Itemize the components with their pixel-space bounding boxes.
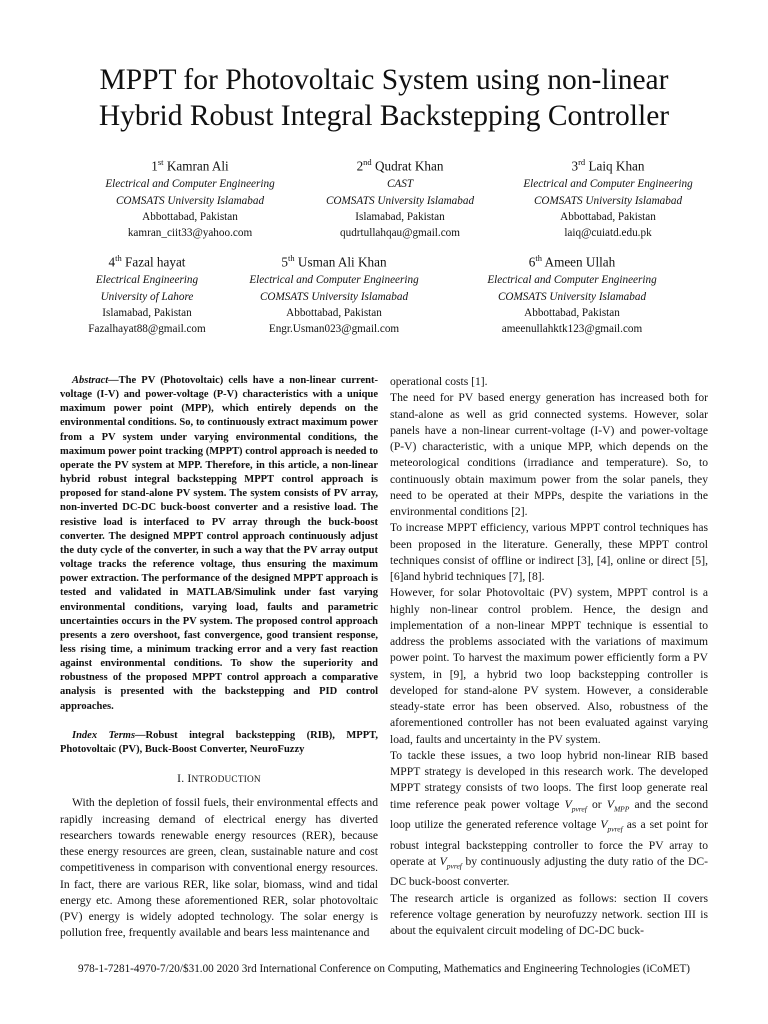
symbol-v-pvref: $V_{pvref}$: [600, 818, 623, 834]
author-name: 4th Fazal hayat: [108, 253, 186, 270]
author-department: CAST: [386, 178, 414, 191]
author-institution: University of Lahore: [100, 290, 194, 303]
author-institution: COMSATS University Islamabad: [533, 194, 683, 207]
author-email: laiq@cuiatd.edu.pk: [564, 227, 652, 239]
author-location: Abbottabad, Pakistan: [524, 306, 620, 319]
title-line-1: MPPT for Photovoltaic System using non-linear: [99, 64, 669, 96]
title-line-2: Hybrid Robust Integral Backstepping Controller: [98, 100, 670, 132]
author-location: Islamabad, Pakistan: [355, 210, 445, 223]
author-email: Engr.Usman023@gmail.com: [268, 323, 400, 335]
author-institution: COMSATS University Islamabad: [497, 290, 647, 303]
author-block-2: [296, 153, 504, 241]
symbol-v-pvref: $V_{pvref}$: [439, 854, 462, 871]
author-email: Fazalhayat88@gmail.com: [88, 323, 206, 335]
author-name: 1st Kamran Ali: [151, 157, 229, 174]
author-location: Abbottabad, Pakistan: [142, 210, 238, 223]
index-terms-label: Index Terms: [72, 729, 136, 741]
author-block-3: [500, 153, 716, 241]
paragraph: The research article is organized as follows: section II covers reference voltage generation by neurofuzzy network. section III is about the equivalent circuit modeling of DC-DC buck-: [390, 891, 708, 938]
right-column: [390, 374, 708, 939]
author-department: Electrical and Computer Engineering: [249, 274, 419, 287]
index-terms-text: —Robust integral backstepping (RIB), MPPT, Photovoltaic (PV), Buck-Boost Converter, NeuroFuzzy: [60, 729, 378, 755]
section-heading-introduction: I. INTRODUCTION: [177, 772, 261, 786]
author-location: Abbottabad, Pakistan: [286, 306, 382, 319]
paragraph: operational costs [1].: [390, 375, 488, 388]
author-email: ameenullahktk123@gmail.com: [501, 323, 643, 335]
author-department: Electrical and Computer Engineering: [487, 274, 657, 287]
symbol-v-pvref: $V_{pvref}$: [564, 797, 587, 813]
author-department: Electrical Engineering: [95, 274, 199, 287]
footer-conference-info: 978-1-7281-4970-7/20/$31.00 2020 3rd International Conference on Computing, Mathematics and Engineering Technologies (iCoMET): [77, 963, 691, 975]
paragraph: The need for PV based energy generation has increased both for stand-alone as well as grid connected systems. However, solar panels have a non-linear current-voltage (I-V) and power-voltage (P-V) characteristic, with a unique MPP, which depends on the meteorological conditions (irradiance and temperature). So, to continuously obtain maximum power from the solar panels, they need to be operated at their MPPs, despite the variations in the environmental conditions [2].: [390, 391, 708, 518]
author-institution: COMSATS University Islamabad: [115, 194, 265, 207]
author-name: 6th Ameen Ullah: [528, 253, 616, 270]
abstract-text: —The PV (Photovoltaic) cells have a non-linear current-voltage (I-V) and power-voltage (P-V) characteristics with a unique maximum power point (MPP), which entirely depends on the environmental conditions. So, to continuously extract maximum power from a PV system under varying environmental conditions, the maximum power point tracking (MPPT) control approach is needed to operate the PV system at MPP. Therefore, in this article, a non-linear hybrid robust integral backstepping MPPT control approach is proposed for stand-alone PV system. The system consists of PV array, non-inverted DC-DC buck-boost converter and a resistive load. The resistive load is interfaced to PV array through the buck-boost converter. The designed MPPT control approach continuously adjust the duty cycle of the converter, in such a way that the PV array output voltage tracks the reference voltage, thus ensuring the maximum power extraction. The performance of the designed MPPT approach is tested and validated in MATLAB/Simulink under fast varying environmental conditions, varying load, faults and parametric uncertainties occurs in the PV system. The proposed control approach presents a zero overshoot, fast convergence, good transient response, less rising time, a minimum tracking error and a very fast reaction against environmental conditions. To show the superiority and robustness of the proposed MPPT control approach a comparative analysis is presented with the backstepping and PID control approaches.: [60, 375, 378, 712]
index-terms: [60, 729, 378, 757]
author-email: kamran_ciit33@yahoo.com: [127, 227, 253, 239]
author-email: qudrtullahqau@gmail.com: [340, 227, 460, 239]
author-name: 3rd Laiq Khan: [571, 157, 645, 174]
paper-title: [40, 62, 728, 134]
author-location: Abbottabad, Pakistan: [560, 210, 656, 223]
symbol-v-mpp: $V_{MPP}$: [606, 797, 630, 813]
author-department: Electrical and Computer Engineering: [105, 178, 275, 191]
left-column: [60, 374, 378, 942]
author-department: Electrical and Computer Engineering: [523, 178, 693, 191]
abstract-label: Abstract: [72, 375, 109, 386]
author-institution: COMSATS University Islamabad: [325, 194, 475, 207]
author-block-1: [82, 153, 298, 241]
paragraph: However, for solar Photovoltaic (PV) system, MPPT control is a highly non-linear control problem. Hence, the design and implementation of a non-linear MPPT technique is essential to address the problems associated with the variations of maximum power point. To harvest the maximum power efficiently form a PV system, in [9], a hybrid two loop backstepping controller is developed for stand-alone PV system. However, a considerable steady-state error has been observed. Also, robustness of the aforementioned controller has not been evaluated against varying load, faults and uncertainty in the PV system.: [390, 586, 708, 746]
paragraph-rib-strategy: To tackle these issues, a two loop hybrid non-linear RIB based MPPT strategy is developed in this research work. The developed MPPT strategy consists of two loops. The first loop generate real time reference peak power voltage $V_{pvref}$ or $V_{MPP}$ and the second loop utilize the generated reference voltage $V_{pvref}$ as a set point for robust integral backstepping controller to force the PV array to operate at $V_{pvref}$ by continuously adjusting the duty ratio of the DC-DC buck-boost converter.: [390, 748, 708, 889]
paragraph: To increase MPPT efficiency, various MPPT control techniques has been proposed in the literature. Generally, these MPPT control techniques consist of offline or indirect [3], [4], online or direct [5], [6]and hybrid techniques [7], [8].: [390, 521, 708, 583]
abstract: [60, 374, 378, 714]
author-institution: COMSATS University Islamabad: [259, 290, 409, 303]
author-block-4: [48, 249, 246, 337]
author-name: 2nd Qudrat Khan: [356, 157, 444, 174]
author-block-5: [226, 249, 442, 337]
author-name: 5th Usman Ali Khan: [281, 253, 387, 270]
author-block-6: [464, 249, 680, 337]
intro-paragraph: With the depletion of fossil fuels, their environmental effects and rapidly increasing demand of electrical energy has diverted researchers towards renewable energy resources (RER), because these energy resources are green, clean, sustainable nature and cost competitiveness in comparison with conventional energy resources. In fact, there are various RER, like solar, biomass, wind and tidal energy etc. Among these aforementioned RER, solar photovoltaic (PV) energy is widely adopted technology. The solar energy is pollution free, frequently available and bears less maintenance and: [60, 796, 378, 940]
author-location: Islamabad, Pakistan: [102, 306, 192, 319]
